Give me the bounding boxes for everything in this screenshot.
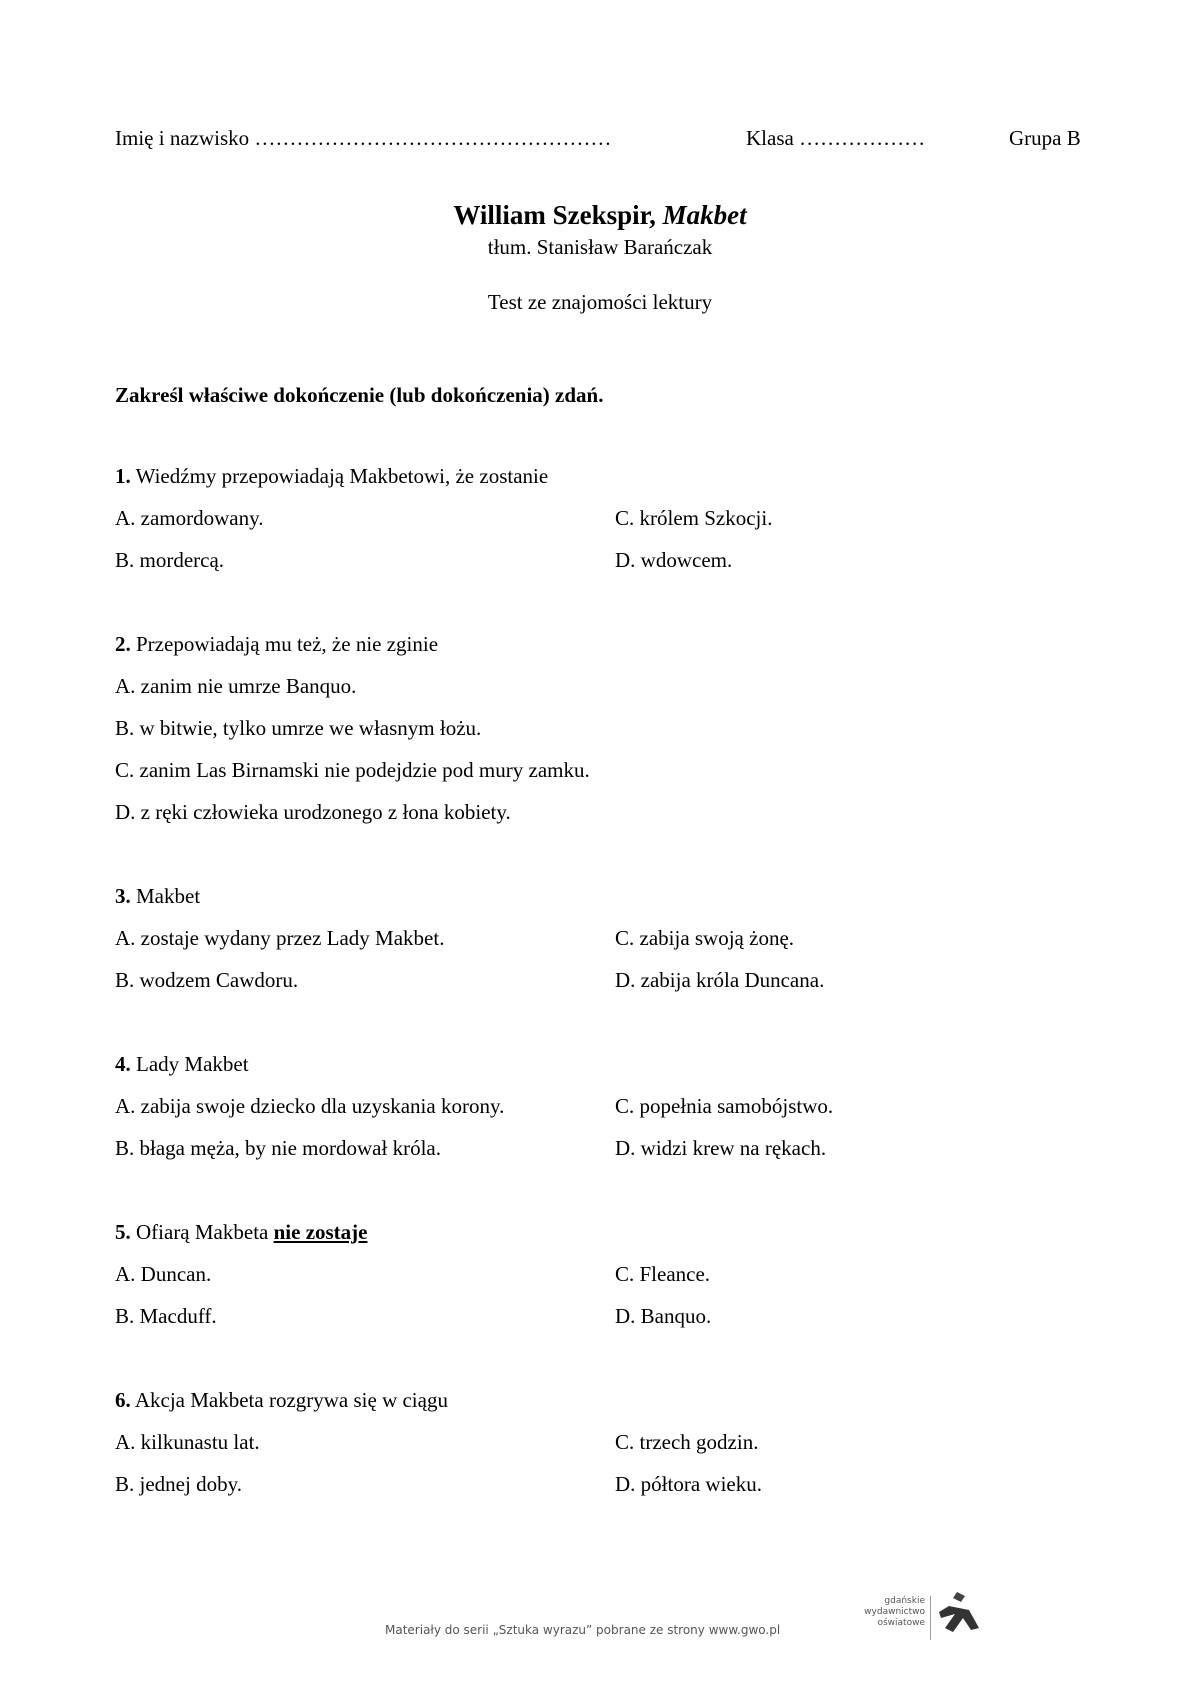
option-a[interactable]: A. zamordowany. <box>115 506 264 530</box>
footer-text: Materiały do serii „Sztuka wyrazu” pobrane ze strony www.gwo.pl <box>385 1623 781 1637</box>
question-2 <box>115 629 1115 839</box>
option-c[interactable]: C. trzech godzin. <box>615 1430 759 1454</box>
question-prompt: Akcja Makbeta rozgrywa się w ciągu <box>130 1388 448 1412</box>
options-row <box>115 503 1115 545</box>
logo-divider <box>930 1596 931 1640</box>
question-text <box>115 1385 1115 1427</box>
question-1 <box>115 461 1115 587</box>
question-5 <box>115 1217 1115 1343</box>
title-author: William Szekspir, <box>453 200 663 230</box>
options-row <box>115 1301 1115 1343</box>
option-b[interactable]: B. Macduff. <box>115 1304 217 1328</box>
question-text <box>115 881 1115 923</box>
question-prompt: Przepowiadają mu też, że nie zginie <box>130 632 439 656</box>
group-label: Grupa B <box>1009 126 1081 150</box>
options-row <box>115 923 1115 965</box>
options-row <box>115 671 1115 713</box>
document-title <box>0 200 1200 231</box>
option-d[interactable]: D. z ręki człowieka urodzonego z łona kobiety. <box>115 800 511 824</box>
figure-icon <box>935 1588 985 1644</box>
options-row <box>115 1133 1115 1175</box>
options-row <box>115 797 1115 839</box>
question-6 <box>115 1385 1115 1511</box>
name-field-label: Imię i nazwisko …………………………………………… <box>115 126 612 150</box>
question-number: 1. <box>115 464 131 488</box>
logo-text <box>855 1596 925 1629</box>
question-text <box>115 461 1115 503</box>
options-row <box>115 1427 1115 1469</box>
option-a[interactable]: A. kilkunastu lat. <box>115 1430 260 1454</box>
question-4 <box>115 1049 1115 1175</box>
options-row <box>115 545 1115 587</box>
question-number: 4. <box>115 1052 131 1076</box>
question-number: 3. <box>115 884 131 908</box>
option-c[interactable]: C. popełnia samobójstwo. <box>615 1094 834 1118</box>
option-d[interactable]: D. widzi krew na rękach. <box>615 1136 827 1160</box>
question-text <box>115 1217 1115 1259</box>
title-work: Makbet <box>662 200 747 230</box>
question-number: 5. <box>115 1220 131 1244</box>
option-d[interactable]: D. Banquo. <box>615 1304 712 1328</box>
translator-line: tłum. Stanisław Barańczak <box>487 235 713 259</box>
option-a[interactable]: A. zostaje wydany przez Lady Makbet. <box>115 926 445 950</box>
question-prompt: Lady Makbet <box>130 1052 249 1076</box>
options-row <box>115 755 1115 797</box>
option-b[interactable]: B. jednej doby. <box>115 1472 242 1496</box>
option-d[interactable]: D. zabija króla Duncana. <box>615 968 825 992</box>
option-c[interactable]: C. zabija swoją żonę. <box>615 926 795 950</box>
class-field-label: Klasa ……………… <box>746 126 926 150</box>
question-prompt: Wiedźmy przepowiadają Makbetowi, że zostanie <box>130 464 549 488</box>
options-row <box>115 965 1115 1007</box>
option-b[interactable]: B. wodzem Cawdoru. <box>115 968 299 992</box>
question-prompt: Makbet <box>130 884 201 908</box>
question-text <box>115 629 1115 671</box>
option-a[interactable]: A. Duncan. <box>115 1262 212 1286</box>
option-b[interactable]: B. mordercą. <box>115 548 225 572</box>
instruction-text: Zakreśl właściwe dokończenie (lub dokończenia) zdań. <box>115 383 604 407</box>
option-c[interactable]: C. Fleance. <box>615 1262 711 1286</box>
option-a[interactable]: A. zanim nie umrze Banquo. <box>115 674 357 698</box>
options-row <box>115 1469 1115 1511</box>
test-name: Test ze znajomości lektury <box>487 290 713 314</box>
option-b[interactable]: B. w bitwie, tylko umrze we własnym łożu. <box>115 716 482 740</box>
option-d[interactable]: D. wdowcem. <box>615 548 733 572</box>
option-c[interactable]: C. zanim Las Birnamski nie podejdzie pod mury zamku. <box>115 758 590 782</box>
question-prompt: Ofiarą Makbeta <box>130 1220 274 1244</box>
option-d[interactable]: D. półtora wieku. <box>615 1472 762 1496</box>
options-row <box>115 713 1115 755</box>
question-number: 6. <box>115 1388 131 1412</box>
logo-text-line: gdańskie <box>884 1596 925 1606</box>
logo-text-line: oświatowe <box>877 1618 925 1628</box>
options-row <box>115 1091 1115 1133</box>
option-a[interactable]: A. zabija swoje dziecko dla uzyskania korony. <box>115 1094 505 1118</box>
question-3 <box>115 881 1115 1007</box>
question-number: 2. <box>115 632 131 656</box>
question-emphasis: nie zostaje <box>273 1220 368 1244</box>
publisher-logo <box>855 1588 975 1648</box>
option-b[interactable]: B. błaga męża, by nie mordował króla. <box>115 1136 441 1160</box>
option-c[interactable]: C. królem Szkocji. <box>615 506 773 530</box>
options-row <box>115 1259 1115 1301</box>
logo-text-line: wydawnictwo <box>864 1607 925 1617</box>
student-header <box>115 126 1090 158</box>
question-text <box>115 1049 1115 1091</box>
